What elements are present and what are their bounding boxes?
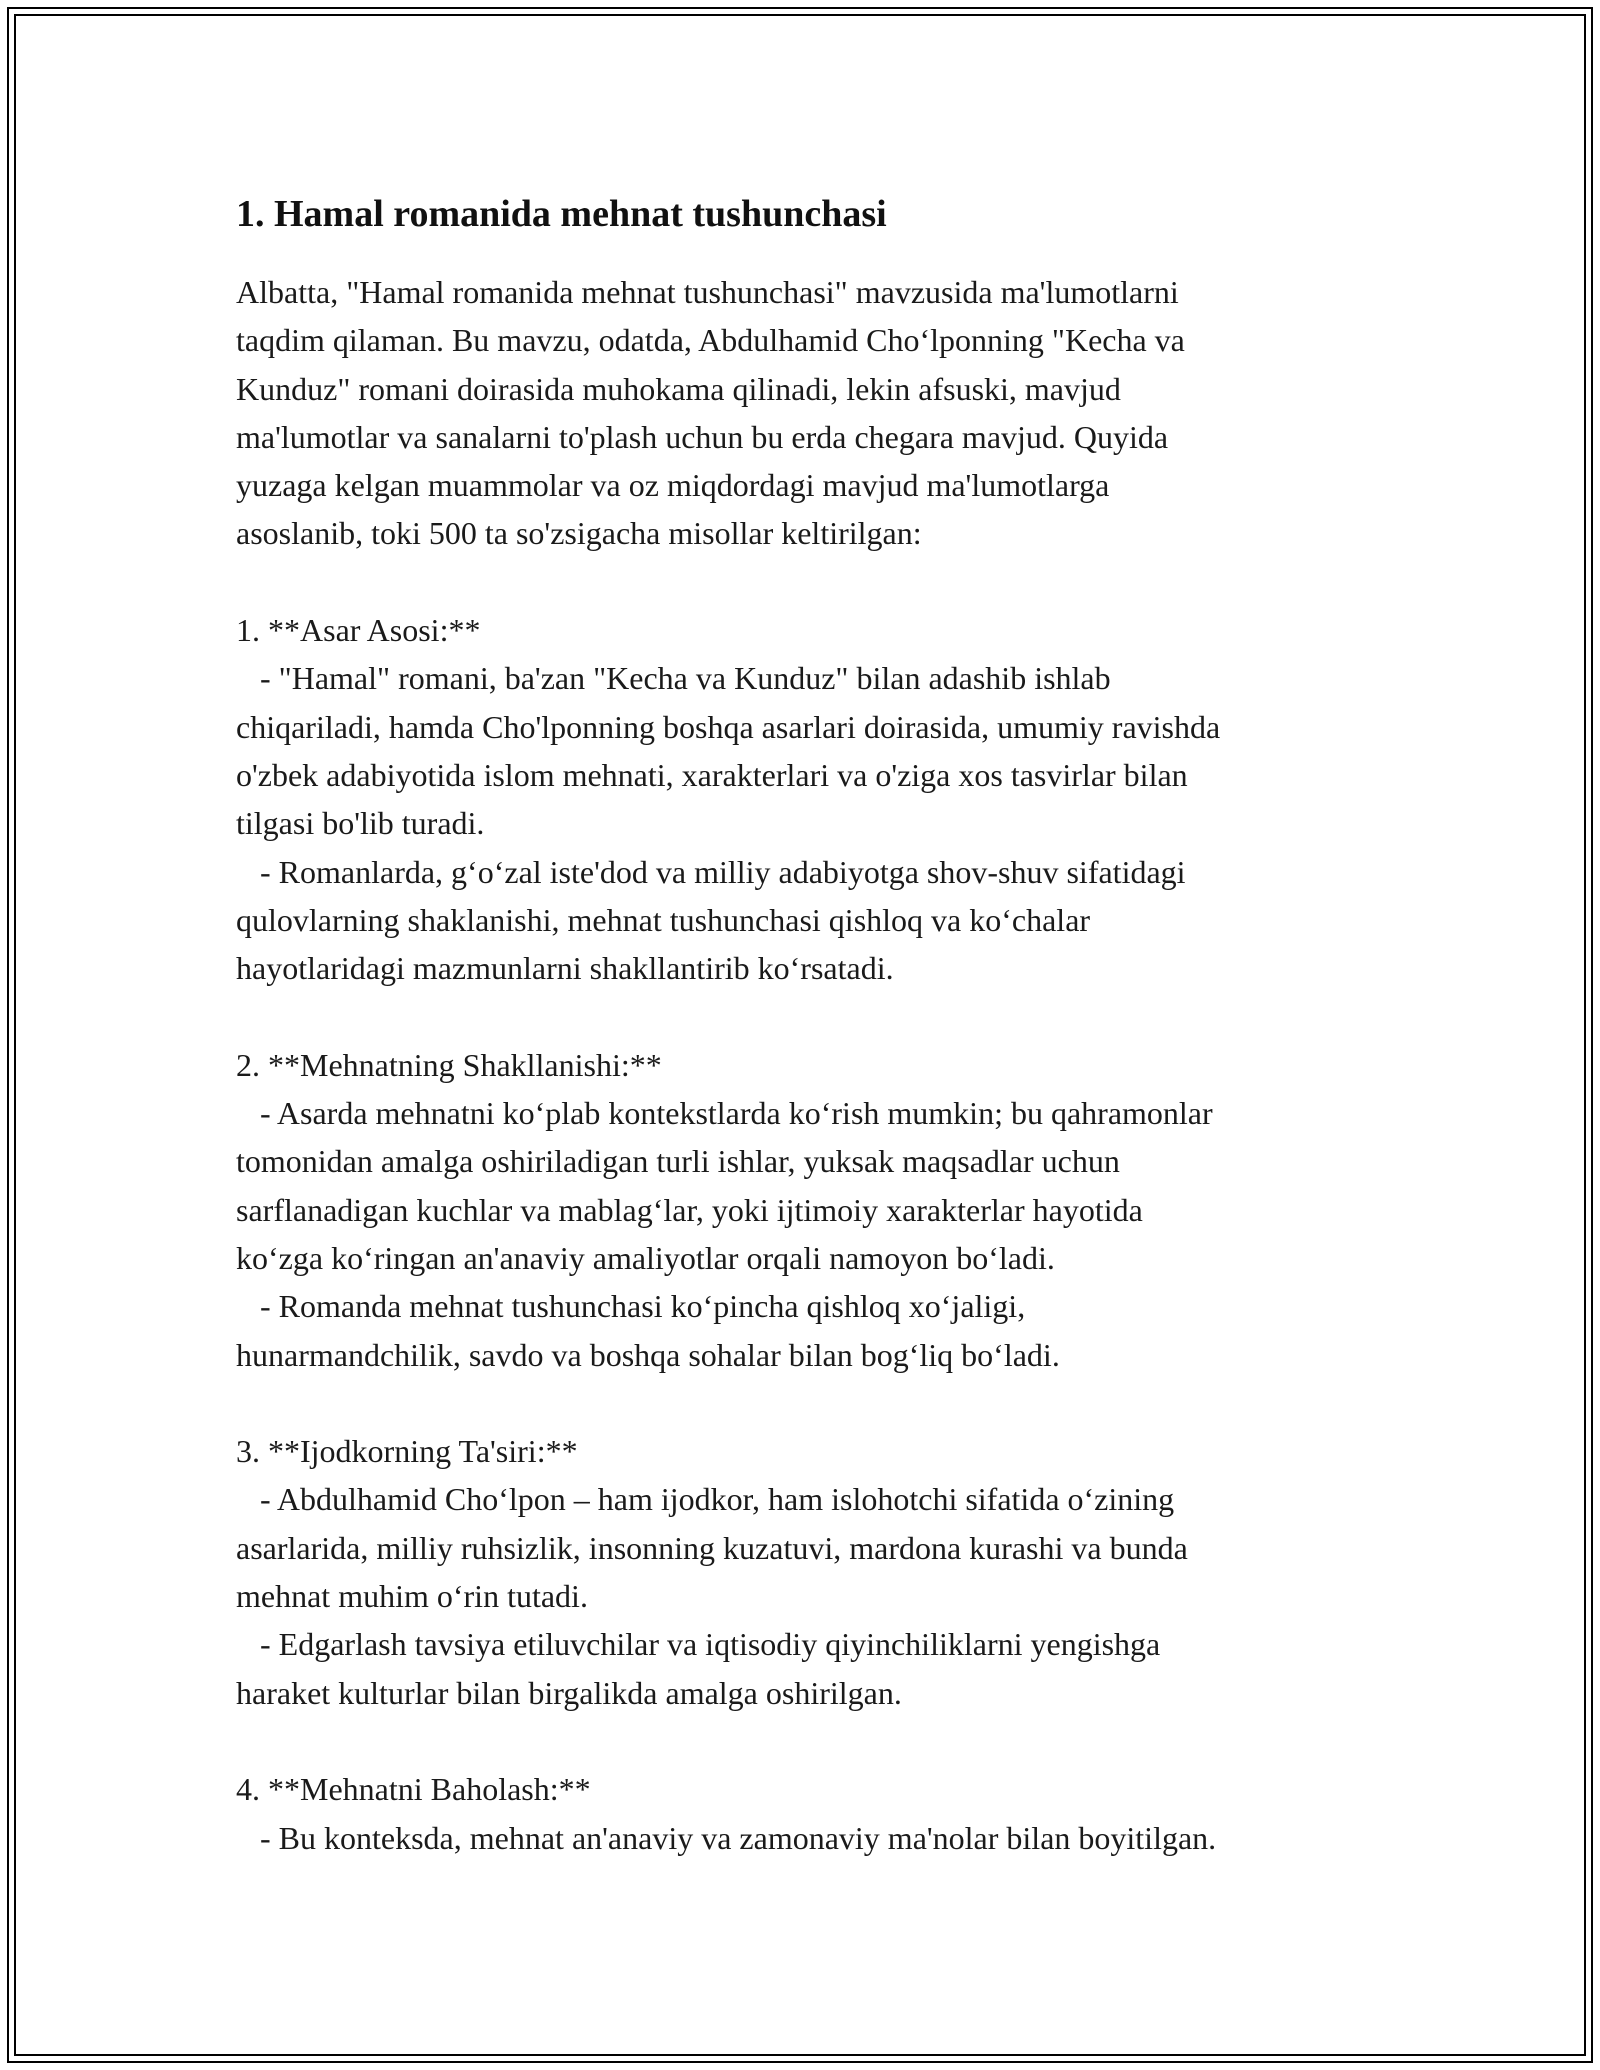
- document-title: 1. Hamal romanida mehnat tushunchasi: [236, 193, 887, 235]
- document-page: [236, 184, 1386, 1862]
- document-body: Albatta, "Hamal romanida mehnat tushunchasi" mavzusida ma'lumotlarni taqdim qilaman. Bu mavzu, odatda, Abdulhamid Choʻlponning "Kecha va Kunduz" romani doirasida muhokama qilinadi, lekin afsuski, mavjud ma'lumotlar va sanalarni to'plash uchun bu erda chegara mavjud. Quyida yuzaga kelgan muammolar va oz miqdordagi mavjud ma'lumotlarga asoslanib, toki 500 ta so'zsigacha misollar keltirilgan: 1. **Asar Asosi:** - "Hamal" romani, ba'zan "Kecha va Kunduz" bilan adashib ishlab chiqariladi, hamda Cho'lponning boshqa asarlari doirasida, umumiy ravishda o'zbek adabiyotida islom mehnati, xarakterlari va o'ziga xos tasvirlar bilan tilgasi bo'lib turadi. - Romanlarda, gʻoʻzal iste'dod va milliy adabiyotga shov-shuv sifatidagi qulovlarning shaklanishi, mehnat tushunchasi qishloq va koʻchalar hayotlaridagi mazmunlarni shakllantirib koʻrsatadi. 2. **Mehnatning Shakllanishi:** - Asarda mehnatni koʻplab kontekstlarda koʻrish mumkin; bu qahramonlar tomonidan amalga oshiriladigan turli ishlar, yuksak maqsadlar uchun sarflanadigan kuchlar va mablagʻlar, yoki ijtimoiy xarakterlar hayotida koʻzga koʻringan an'anaviy amaliyotlar orqali namoyon boʻladi. - Romanda mehnat tushunchasi koʻpincha qishloq xoʻjaligi, hunarmandchilik, savdo va boshqa sohalar bilan bogʻliq boʻladi. 3. **Ijodkorning Ta'siri:** - Abdulhamid Choʻlpon – ham ijodkor, ham islohotchi sifatida oʻzining asarlarida, milliy ruhsizlik, insonning kuzatuvi, mardona kurashi va bunda mehnat muhim oʻrin tutadi. - Edgarlash tavsiya etiluvchilar va iqtisodiy qiyinchiliklarni yengishga haraket kulturlar bilan birgalikda amalga oshirilgan. 4. **Mehnatni Baholash:** - Bu konteksda, mehnat an'anaviy va zamonaviy ma'nolar bilan boyitilgan.: [236, 274, 1221, 1856]
